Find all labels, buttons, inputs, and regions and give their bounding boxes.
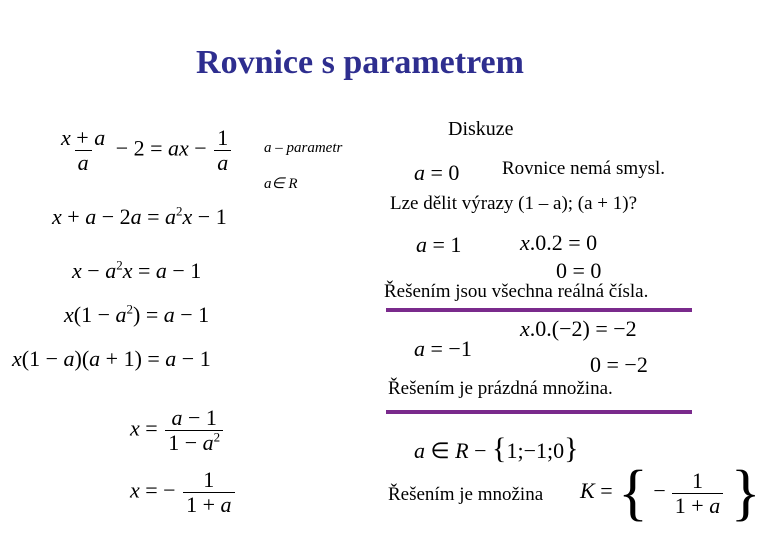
parameter-label: a – parametr [264,140,343,156]
equation-6: x = $\frac{a - 1}{1 - a^2}$ [130,406,225,455]
equation-7: x = − $\frac{1}{1 + a}$ [130,468,237,517]
page-title: Rovnice s parametrem [196,44,524,81]
solution-set: K = { − $\frac{1}{1 + a}$ } [580,459,760,527]
case-2-equation-a: x.0.2 = 0 [520,230,598,255]
equation-2: $x + a - 2a = a^2x - 1$ [52,203,227,229]
case-a-equals-1: a = 1 [416,232,462,257]
case-2-equation-b: 0 = 0 [556,258,602,283]
case-1-reason: Lze dělit výrazy (1 – a); (a + 1)? [390,193,638,214]
case-4-conclusion: Řešením je množina [388,484,544,505]
equation-5: x(1 − a)(a + 1) = a − 1 [12,346,211,371]
case-general: a ∈ R − {1;−1;0} [414,432,579,465]
domain-label: a∈ R [264,176,298,192]
case-3-equation-b: 0 = −2 [590,352,648,377]
equation-4: $x(1 - a^2) = a - 1$ [64,301,210,327]
case-2-conclusion: Řešením jsou všechna reálná čísla. [384,281,649,302]
case-a-equals-minus-1: a = −1 [414,336,472,361]
divider-2 [386,410,692,414]
discussion-heading: Diskuze [448,118,514,140]
divider-1 [386,308,692,312]
equation-1: $\frac{x + a}{a}$ − 2 = ax − $\frac{1}{a}$ [56,126,233,175]
case-1-note: Rovnice nemá smysl. [502,158,666,179]
case-3-conclusion: Řešením je prázdná množina. [388,378,613,399]
case-3-equation-a: x.0.(−2) = −2 [520,316,637,341]
equation-3: $x - a^2x = a - 1$ [72,257,202,283]
case-a-equals-0: a = 0 [414,160,460,185]
